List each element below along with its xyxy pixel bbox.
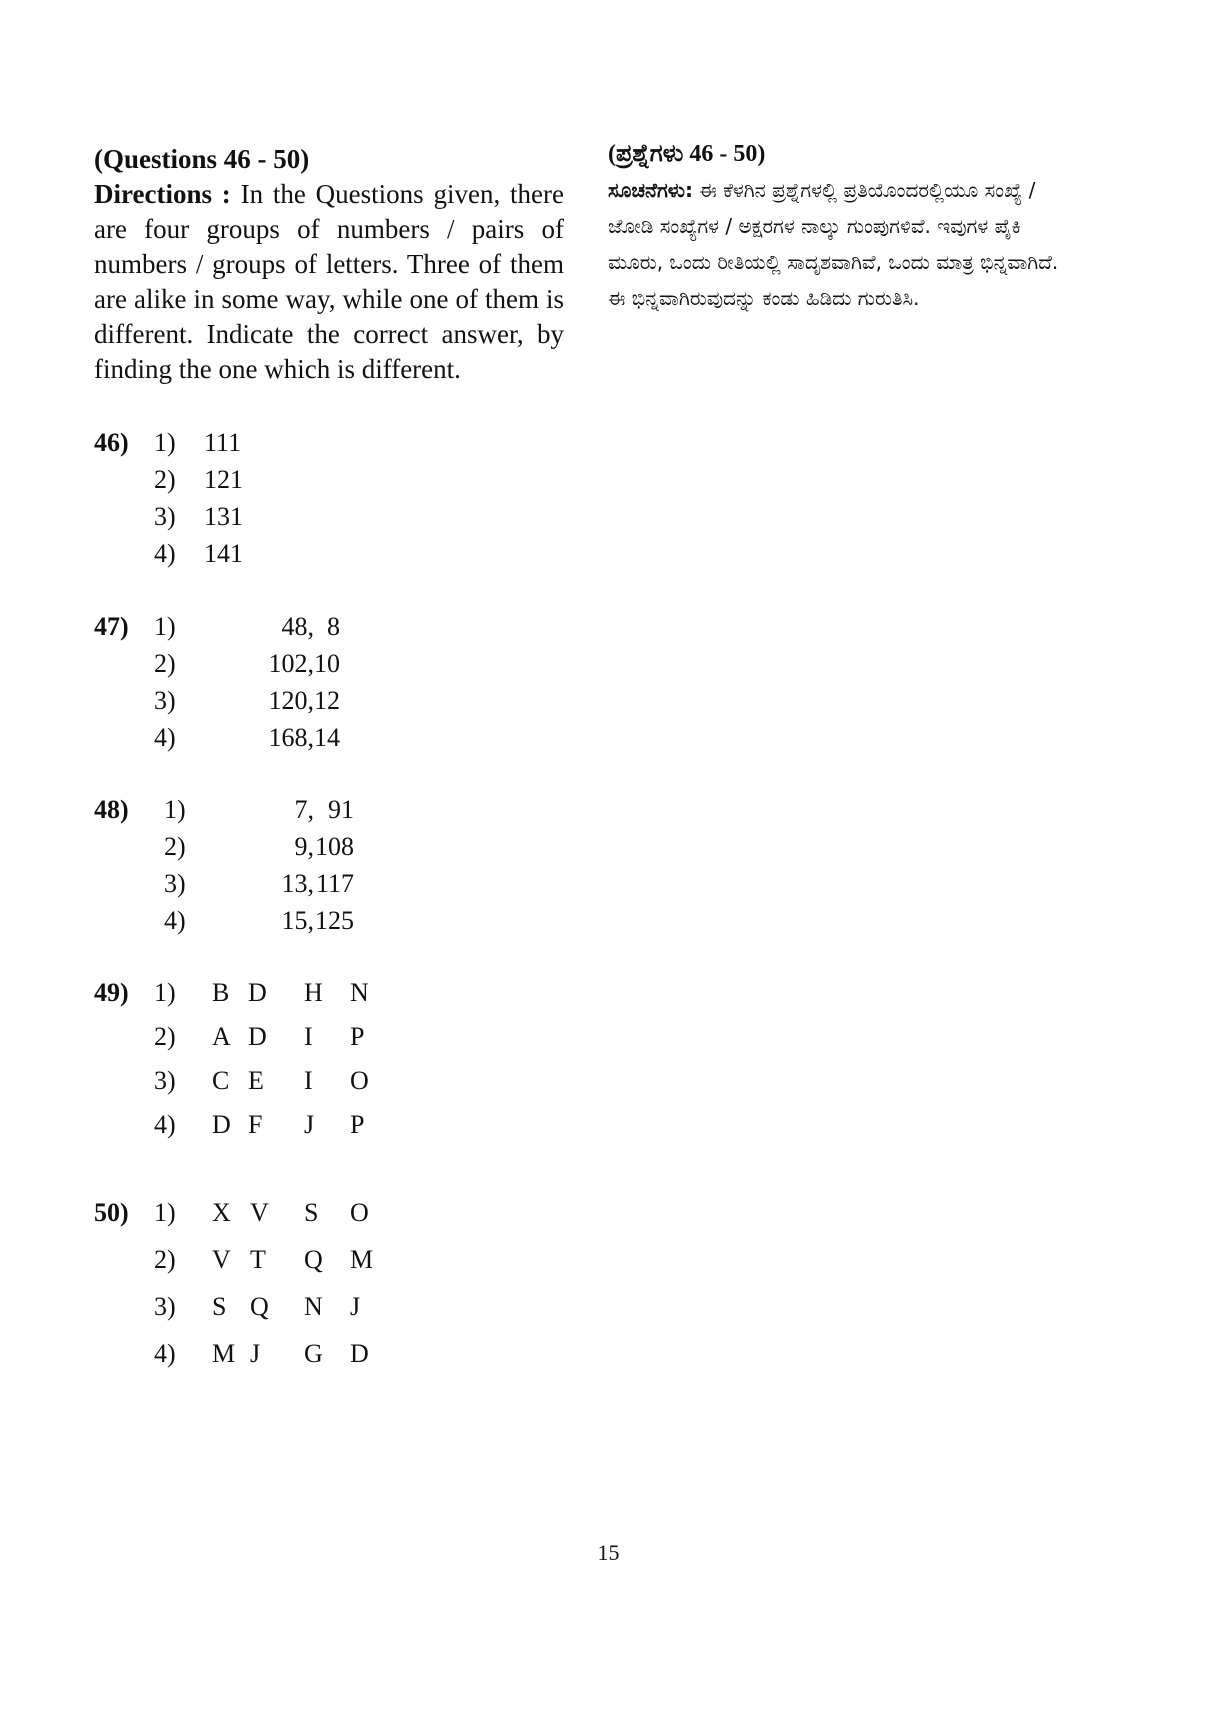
option-value: 111 [204,428,242,457]
option-value: Q [304,1245,323,1274]
option-value: N [350,978,369,1007]
english-directions-block [94,142,564,387]
option-value: 9, [294,832,314,861]
option-value: M [350,1245,374,1274]
option-value: O [350,1066,369,1095]
question-number: 46) [94,428,129,457]
option-index: 3) [154,686,176,715]
option-value: I [304,1066,313,1095]
option-value: C [212,1066,230,1095]
option-index: 2) [154,465,176,494]
english-directions [94,177,564,387]
kannada-directions-label: ಸೂಚನೆಗಳು: [608,178,693,202]
option-index: 4) [154,723,176,752]
option-value: F [248,1110,263,1139]
option-value: D [248,978,267,1007]
option-index: 2) [164,832,186,861]
option-value: 121 [204,465,243,494]
option-value: 125 [315,906,354,935]
option-value: 141 [204,539,243,568]
option-value: 12 [314,686,340,715]
option-index: 3) [154,1292,176,1321]
option-value: D [248,1022,267,1051]
option-value: S [212,1292,227,1321]
kannada-section-title: (ಪ್ರಶ್ನೆಗಳು 46 - 50) [608,141,766,167]
option-value: 13, [281,869,314,898]
option-index: 2) [154,1022,176,1051]
option-index: 4) [154,1339,176,1368]
english-section-title: (Questions 46 - 50) [94,144,310,174]
option-value: X [212,1198,231,1227]
option-index: 1) [154,1198,176,1227]
option-index: 2) [154,649,176,678]
option-value: 48, [281,612,314,641]
option-value: 10 [314,649,340,678]
option-value: D [350,1339,369,1368]
english-directions-label: Directions : [94,179,231,209]
option-index: 1) [154,428,176,457]
option-value: D [212,1110,231,1139]
option-index: 3) [164,869,186,898]
kannada-directions-text: ಈ ಕೆಳಗಿನ ಪ್ರಶ್ನೆಗಳಲ್ಲಿ ಪ್ರತಿಯೊಂದರಲ್ಲಿಯೂ ಸಂಖ್ಯೆ / ಜೋಡಿ ಸಂಖ್ಯೆಗಳ / ಅಕ್ಷರಗಳ ನಾಲ್ಕು ಗುಂಪುಗಳಿವೆ. ಇವುಗಳ ಪೈಕಿ ಮೂರು, ಒಂದು ರೀತಿಯಲ್ಲಿ ಸಾದೃಶವಾಗಿವೆ, ಒಂದು ಮಾತ್ರ ಭಿನ್ನವಾಗಿದೆ. ಈ ಭಿನ್ನವಾಗಿರುವುದನ್ನು ಕಂಡು ಹಿಡಿದು ಗುರುತಿಸಿ. [608,178,1059,310]
option-index: 1) [154,612,176,641]
option-value: H [304,978,323,1007]
option-value: N [304,1292,323,1321]
option-index: 1) [154,978,176,1007]
option-value: 8 [327,612,340,641]
option-value: A [212,1022,231,1051]
option-index: 3) [154,1066,176,1095]
option-value: 14 [314,723,340,752]
option-value: V [212,1245,231,1274]
option-value: V [250,1198,269,1227]
option-value: 120, [268,686,314,715]
option-value: 117 [315,869,354,898]
option-value: 131 [204,502,243,531]
option-value: S [304,1198,319,1227]
option-index: 1) [164,795,186,824]
option-index: 4) [154,1110,176,1139]
option-value: M [212,1339,236,1368]
option-value: Q [250,1292,269,1321]
option-value: J [250,1339,261,1368]
option-value: E [248,1066,264,1095]
question-number: 50) [94,1198,129,1227]
option-value: O [350,1198,369,1227]
option-value: 7, [294,795,314,824]
option-value: P [350,1110,365,1139]
option-index: 4) [164,906,186,935]
option-value: J [304,1110,315,1139]
option-value: B [212,978,230,1007]
english-directions-text: In the Questions given, there are four groups of numbers / pairs of numbers / groups of letters. Three of them are alike in some way, while one of them is different. Indicate the correct answer, by finding the one which is different. [94,179,564,384]
question-number: 48) [94,795,129,824]
question-number: 49) [94,978,129,1007]
option-value: T [250,1245,266,1274]
option-index: 4) [154,539,176,568]
kannada-directions-block [608,136,1063,316]
option-value: 91 [328,795,354,824]
question-number: 47) [94,612,129,641]
option-value: P [350,1022,365,1051]
option-value: G [304,1339,323,1368]
option-value: 102, [268,649,314,678]
option-index: 3) [154,502,176,531]
option-value: J [350,1292,361,1321]
option-value: I [304,1022,313,1051]
option-value: 15, [281,906,314,935]
option-index: 2) [154,1245,176,1274]
option-value: 168, [268,723,314,752]
option-value: 108 [315,832,354,861]
kannada-directions [608,172,1063,316]
page-number: 15 [597,1540,620,1565]
